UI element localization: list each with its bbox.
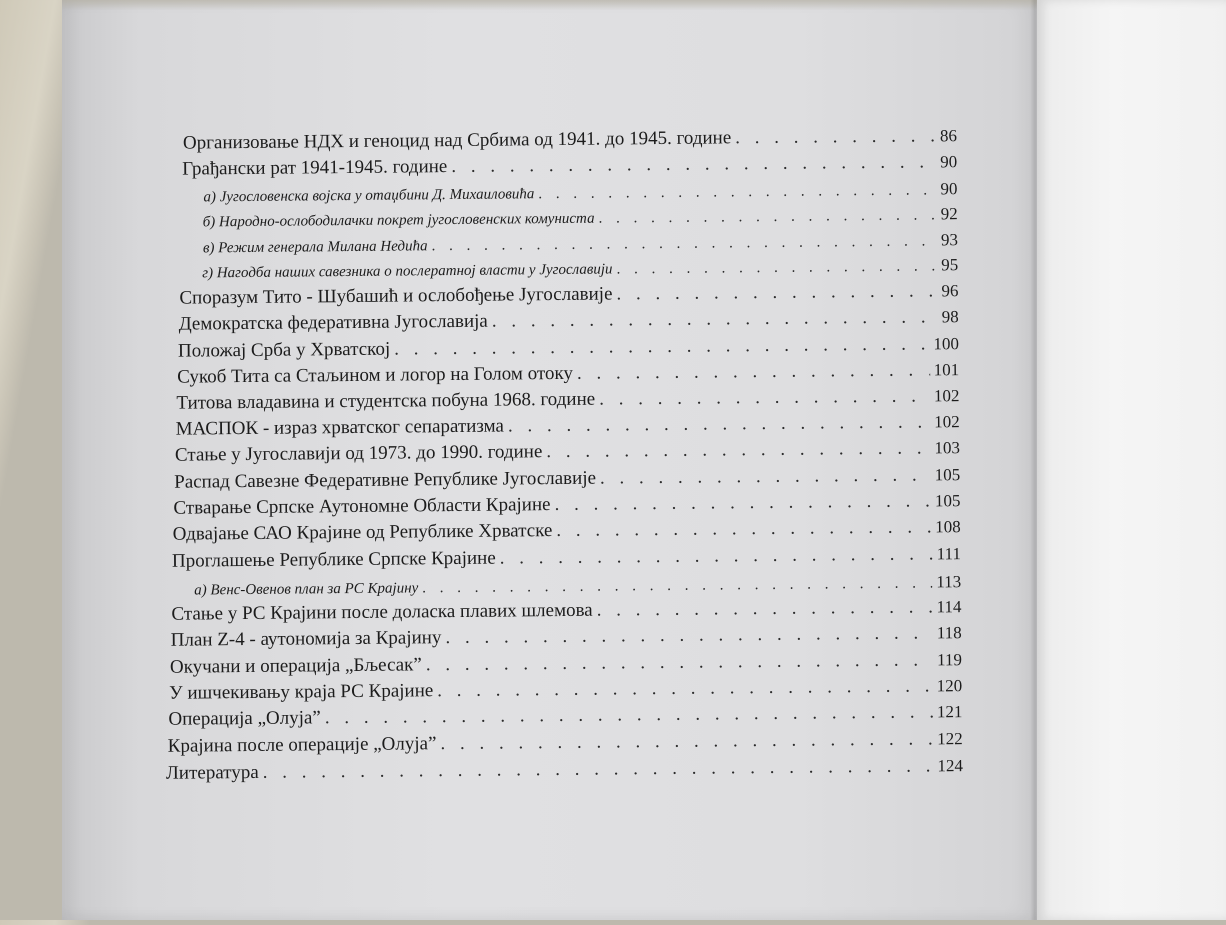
toc-entry-title: Стање у Југославији од 1973. до 1990. године xyxy=(174,441,543,466)
dot-leader xyxy=(426,648,933,677)
toc-entry-page: 102 xyxy=(934,412,960,432)
dot-leader xyxy=(451,150,936,179)
dot-leader xyxy=(263,754,934,784)
toc-entry-page: 95 xyxy=(941,255,959,275)
toc-entry xyxy=(179,305,959,336)
toc-entry-title: Проглашење Републике Српске Крајине xyxy=(171,547,496,572)
toc-entry-title: Споразум Тито - Шубашић и ослобођење Југославије xyxy=(179,283,613,309)
toc-entry-page: 92 xyxy=(940,204,958,224)
toc-entry-title: План Z-4 - аутономија за Крајину xyxy=(170,627,442,651)
toc-entry-title: Одвајање САО Крајине од Републике Хрватске xyxy=(172,520,553,545)
toc-entry-page: 105 xyxy=(934,465,961,485)
dot-leader xyxy=(577,358,930,385)
toc-entry-page: 98 xyxy=(941,307,959,327)
dot-leader xyxy=(616,254,937,281)
toc-entry-page: 120 xyxy=(936,676,963,696)
toc-entry xyxy=(182,150,957,181)
toc-entry-title: а) Венс-Овенов план за РС Крајину xyxy=(194,580,419,599)
toc-entry-title: Операција „Олуја” xyxy=(168,707,321,730)
toc-entry-page: 111 xyxy=(936,544,962,564)
toc-entry xyxy=(171,621,962,653)
toc-entry-title: Литература xyxy=(165,761,259,784)
toc-entry-title: Окучани и операција „Бљесак” xyxy=(169,654,422,678)
toc-entry xyxy=(166,754,963,786)
toc-entry-title: Сукоб Тита са Стаљином и логор на Голом отоку xyxy=(177,362,574,388)
toc-entry-page: 102 xyxy=(933,386,960,406)
toc-entry xyxy=(172,542,961,574)
dot-leader xyxy=(598,203,936,230)
toc-entry-title: Положај Срба у Хрватској xyxy=(177,338,391,362)
toc-entry-title: МАСПОК - израз хрватског сепаратизма xyxy=(175,415,505,440)
toc-entry-page: 121 xyxy=(936,702,963,722)
toc-entry-title: а) Југословенска војска у отаџбини Д. Михаиловића xyxy=(203,186,535,206)
dot-leader xyxy=(599,384,930,411)
toc-entry-page: 108 xyxy=(935,517,961,537)
dot-leader xyxy=(735,124,936,150)
toc-entry-title: б) Народно-ослободилачки покрет југословенских комуниста xyxy=(202,210,595,231)
dot-leader xyxy=(597,595,933,622)
toc-entry-title: Крајина после операције „Олуја” xyxy=(167,733,437,757)
toc-entry xyxy=(173,515,961,547)
toc-entry-title: в) Режим генерала Милана Недића xyxy=(202,238,428,257)
dot-leader xyxy=(508,410,930,438)
toc-entry-page: 103 xyxy=(934,438,960,458)
toc-entry xyxy=(168,727,963,759)
dot-leader xyxy=(554,489,931,517)
toc-entry-title: Титова владавина и студентска побуна 1968. године xyxy=(176,388,596,414)
toc-entry-page: 93 xyxy=(940,230,958,250)
toc-entry-title: г) Нагодба наших савезника о послератној власти у Југославији xyxy=(202,261,613,282)
toc-entry-page: 119 xyxy=(936,650,963,670)
toc-entry-title: Распад Савезне Федеративне Републике Југославије xyxy=(174,467,597,493)
dot-leader xyxy=(445,621,933,650)
toc-entry-title: Стање у РС Крајини после доласка плавих шлемова xyxy=(171,599,593,625)
dot-leader xyxy=(492,305,938,333)
dot-leader xyxy=(556,515,931,543)
toc-entry xyxy=(175,436,960,468)
toc-entry-page: 86 xyxy=(939,126,957,146)
dot-leader xyxy=(440,727,933,756)
toc-entry-page: 101 xyxy=(933,360,960,380)
dot-leader xyxy=(394,332,929,361)
toc-entry-page: 114 xyxy=(936,597,962,617)
toc-entry-title: У ишчекивању краја РС Крајине xyxy=(169,680,434,704)
toc-entry-title: Стварање Српске Аутономне Области Крајине xyxy=(173,494,551,519)
dot-leader xyxy=(500,542,933,570)
toc-entry-page: 118 xyxy=(936,623,962,643)
dot-leader xyxy=(616,279,937,306)
toc-entry-page: 90 xyxy=(940,152,958,172)
toc-entry xyxy=(168,700,962,732)
toc-entry-title: Организовање НДХ и геноцид над Србима од 1941. до 1945. године xyxy=(182,127,732,154)
toc-entry-page: 105 xyxy=(934,491,961,511)
toc-entry-page: 100 xyxy=(933,334,959,354)
toc-entry-page: 90 xyxy=(940,179,958,199)
toc-entry-page: 113 xyxy=(936,572,962,592)
toc-entry-title: Грађански рат 1941-1945. године xyxy=(182,156,448,180)
dot-leader xyxy=(437,674,933,703)
toc-entry-page: 124 xyxy=(937,756,964,776)
dot-leader xyxy=(325,700,933,730)
toc-entry-title: Демократска федеративна Југославија xyxy=(178,310,488,335)
toc-entry-page: 122 xyxy=(937,729,963,749)
toc-entry-page: 96 xyxy=(941,281,959,301)
dot-leader xyxy=(546,436,930,464)
dot-leader xyxy=(600,463,931,490)
